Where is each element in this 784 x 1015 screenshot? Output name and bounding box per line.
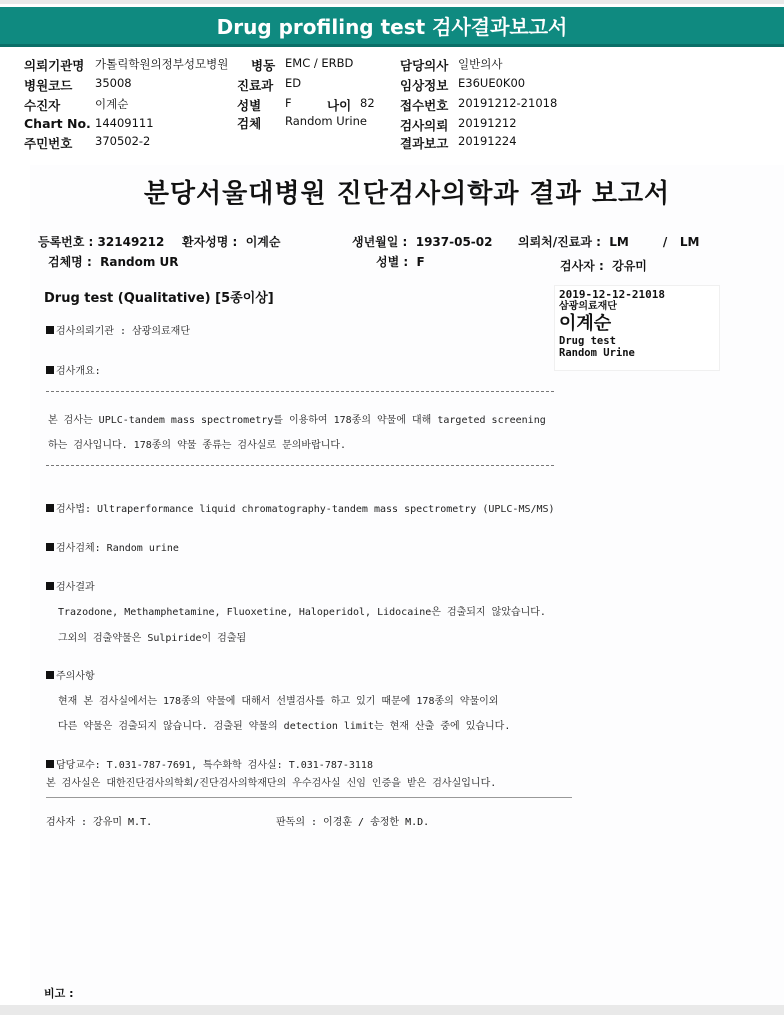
page-title: Drug profiling test 검사결과보고서 bbox=[216, 15, 568, 39]
institution-line: 검사의뢰기관 : 삼광의료재단 bbox=[46, 322, 190, 337]
caution-heading: 주의사항 bbox=[46, 667, 95, 682]
info-value-report-date: 20191224 bbox=[458, 134, 517, 148]
info-value-ward: EMC / ERBD bbox=[285, 56, 354, 70]
drug-test-title: Drug test (Qualitative) [5종이상] bbox=[44, 291, 274, 306]
certification-line: 본 검사실은 대한진단검사의학회/진단검사의학재단의 우수검사실 신임 인증을 받은 검사실입니다. bbox=[46, 778, 497, 789]
info-value-institution: 가톨릭학원의정부성모병원 bbox=[95, 57, 229, 71]
divider bbox=[46, 391, 554, 392]
info-value-chart-no: 14409111 bbox=[95, 116, 154, 130]
info-value-accession: 20191212-21018 bbox=[458, 96, 558, 110]
bottom-divider bbox=[0, 1005, 784, 1015]
info-value-sex: F bbox=[285, 96, 292, 110]
label-org: 삼광의료재단 bbox=[559, 301, 617, 312]
info-value-clinical-info: E36UE0K00 bbox=[458, 76, 526, 90]
referral-dept: 의뢰처/진료과 : LM / LM bbox=[518, 235, 700, 249]
signature-reader: 판독의 : 이경훈 / 송정한 M.D. bbox=[276, 817, 430, 828]
contact-line: 담당교수: T.031-787-7691, 특수화학 검사실: T.031-787-3118 bbox=[46, 756, 373, 771]
remarks-label: 비고 : bbox=[44, 987, 74, 1000]
overview-text-1: 본 검사는 UPLC-tandem mass spectrometry를 이용하여 178종의 약물에 대해 targeted screening bbox=[48, 415, 546, 426]
info-value-specimen: Random Urine bbox=[285, 114, 367, 128]
label-specimen: Random Urine bbox=[559, 347, 635, 359]
result-text-1: Trazodone, Methamphetamine, Fluoxetine, Haloperidol, Lidocaine은 검출되지 않았습니다. bbox=[58, 607, 546, 618]
specimen-line: 검사검체: Random urine bbox=[46, 539, 179, 554]
top-divider bbox=[0, 0, 784, 4]
info-value-request-date: 20191212 bbox=[458, 116, 517, 130]
scanned-report bbox=[30, 165, 784, 1005]
info-label-age: 나이 bbox=[327, 98, 352, 113]
info-value-department: ED bbox=[285, 76, 302, 90]
info-label-clinical-info: 임상정보 bbox=[400, 78, 449, 93]
result-text-2: 그외의 검출약물은 Sulpiride이 검출됨 bbox=[58, 633, 247, 644]
label-date: 2019-12-12-21018 bbox=[559, 288, 665, 301]
specimen-label bbox=[554, 285, 720, 371]
info-label-accession: 접수번호 bbox=[400, 98, 449, 113]
divider bbox=[46, 797, 572, 798]
info-label-institution: 의뢰기관명 bbox=[24, 58, 85, 73]
overview-text-2: 하는 검사입니다. 178종의 약물 종류는 검사실로 문의바랍니다. bbox=[48, 440, 347, 451]
result-heading: 검사결과 bbox=[46, 578, 95, 593]
info-label-report-date: 결과보고 bbox=[400, 136, 449, 151]
info-label-request-date: 검사의뢰 bbox=[400, 118, 449, 133]
info-label-chart-no: Chart No. bbox=[24, 116, 91, 131]
signature-examiner: 검사자 : 강유미 M.T. bbox=[46, 817, 153, 828]
report-banner bbox=[0, 7, 784, 47]
label-test: Drug test bbox=[559, 335, 616, 347]
caution-text-1: 현재 본 검사실에서는 178종의 약물에 대해서 선별검사를 하고 있기 때문에 178종의 약물이외 bbox=[58, 696, 499, 707]
method-line: 검사법: Ultraperformance liquid chromatography-tandem mass spectrometry (UPLC-MS/MS) bbox=[46, 500, 555, 515]
info-value-hospital-code: 35008 bbox=[95, 76, 132, 90]
info-value-resident-no: 370502-2 bbox=[95, 134, 151, 148]
overview-heading: 검사개요: bbox=[46, 362, 101, 377]
sex: 성별 : F bbox=[376, 255, 425, 269]
info-label-patient: 수진자 bbox=[24, 98, 61, 113]
info-label-ward: 병동 bbox=[251, 58, 276, 73]
info-label-sex: 성별 bbox=[237, 98, 262, 113]
specimen-name: 검체명 : Random UR bbox=[48, 255, 179, 269]
info-label-physician: 담당의사 bbox=[400, 58, 449, 73]
info-label-department: 진료과 bbox=[237, 78, 274, 93]
patient-name: 환자성명 : 이계순 bbox=[182, 235, 281, 249]
info-label-hospital-code: 병원코드 bbox=[24, 78, 73, 93]
info-label-resident-no: 주민번호 bbox=[24, 136, 73, 151]
info-value-patient: 이계순 bbox=[95, 97, 129, 111]
reg-no: 등록번호 : 32149212 bbox=[38, 235, 165, 249]
info-label-specimen: 검체 bbox=[237, 116, 262, 131]
examiner: 검사자 : 강유미 bbox=[560, 259, 647, 273]
caution-text-2: 다른 약물은 검출되지 않습니다. 검출된 약물의 detection limit는 현재 산출 중에 있습니다. bbox=[58, 721, 511, 732]
date-of-birth: 생년월일 : 1937-05-02 bbox=[352, 235, 493, 249]
info-value-age: 82 bbox=[360, 96, 375, 110]
info-value-physician: 일반의사 bbox=[458, 57, 503, 71]
report-title: 분당서울대병원 진단검사의학과 결과 보고서 bbox=[143, 179, 671, 209]
divider bbox=[46, 465, 554, 466]
label-patient: 이계순 bbox=[559, 313, 612, 334]
